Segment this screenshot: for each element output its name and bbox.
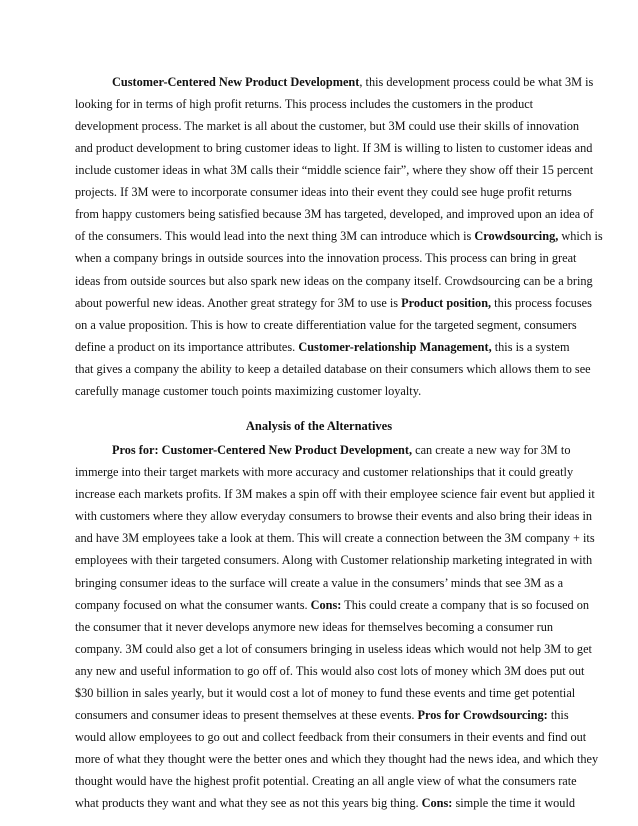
line-text: consumers and consumer ideas to present themselves at these events. <box>75 707 418 722</box>
paragraph-line: employees with their targeted consumers. Along with Customer relationship marketing integrated in with <box>75 553 593 568</box>
paragraph-line: ideas from outside sources but also spark new ideas on the company itself. Crowdsourcing can be a bring <box>75 273 593 288</box>
paragraph-line: would allow employees to go out and collect feedback from their consumers in their events and find out <box>75 729 587 744</box>
line-text: simple the time it would <box>452 796 576 810</box>
paragraph-line: any new and useful information to go off of. This would also cost lots of money which 3M does put out <box>75 663 585 678</box>
paragraph-line: $30 billion in sales yearly, but it would cost a lot of money to fund these events and time get potential <box>75 685 576 700</box>
bold-term: Pros for: Customer-Centered New Product Development, <box>112 443 413 458</box>
paragraph-line: company. 3M could also get a lot of consumers bringing in useless ideas which would not help 3M to get <box>75 641 592 656</box>
paragraph-line <box>75 339 570 354</box>
paragraph-line: development process. The market is all about the customer, but 3M could use their skills of innovation <box>75 119 580 134</box>
bold-term: Cons: <box>310 597 342 612</box>
paragraph-line: include customer ideas in what 3M calls their “middle science fair”, where they show off their 15 percent <box>75 163 594 178</box>
line-text: This could create a company that is so focused on <box>341 597 590 612</box>
paragraph-line <box>75 707 569 722</box>
line-text: this <box>547 707 569 722</box>
paragraph-line: increase each markets profits. If 3M makes a spin off with their employee science fair event but applied it <box>75 487 595 502</box>
paragraph-line: thought would have the highest profit potential. Creating an all angle view of what the consumers rate <box>75 773 577 788</box>
line-text: of the consumers. This would lead into the next thing 3M can introduce which is <box>75 229 475 244</box>
paragraph-line: that gives a company the ability to keep a detailed database on their consumers which allows them to see <box>75 361 591 376</box>
paragraph-line: on a value proposition. This is how to create differentiation value for the targeted segment, consumers <box>75 317 577 332</box>
paragraph-line <box>75 229 603 244</box>
paragraph-line <box>112 443 571 458</box>
paragraph-line: looking for in terms of high profit returns. This process includes the customers in the product <box>75 97 534 112</box>
line-text: this is a system <box>491 339 570 354</box>
line-text: can create a new way for 3M to <box>412 443 571 458</box>
bold-term: Cons: <box>421 796 453 810</box>
paragraph-line: and product development to bring customer ideas to light. If 3M is willing to listen to customer ideas and <box>75 141 593 156</box>
line-text: define a product on its importance attributes. <box>75 339 299 354</box>
paragraph-line: bringing consumer ideas to the surface will create a value in the consumers’ minds that see 3M as a <box>75 575 564 590</box>
bold-term: Crowdsourcing, <box>474 229 559 244</box>
paragraph-line: the consumer that it never develops anymore new ideas for themselves becoming a consumer run <box>75 619 554 634</box>
line-text: about powerful new ideas. Another great strategy for 3M to use is <box>75 295 402 310</box>
line-text: this process focuses <box>491 295 592 310</box>
line-text: what products they want and what they see as not this years big thing. <box>75 796 422 810</box>
line-text: which is <box>558 229 603 244</box>
paragraph-line <box>75 796 576 810</box>
paragraph-line <box>75 295 592 310</box>
paragraph-line: carefully manage customer touch points maximizing customer loyalty. <box>75 383 422 398</box>
bold-term: Product position, <box>401 295 492 310</box>
bold-term: Customer-relationship Management, <box>298 339 492 354</box>
paragraph-line: from happy customers being satisfied because 3M has targeted, developed, and improved upon an idea of <box>75 207 594 222</box>
bold-term: Customer-Centered New Product Development <box>112 75 360 89</box>
bold-term: Pros for Crowdsourcing: <box>417 707 548 722</box>
paragraph-line: more of what they thought were the better ones and which they thought had the news idea, and which they <box>75 751 599 766</box>
section-heading: Analysis of the Alternatives <box>245 419 393 434</box>
line-text: company focused on what the consumer wants. <box>75 597 311 612</box>
line-text: , this development process could be what 3M is <box>359 75 594 89</box>
paragraph-line: and have 3M employees take a look at them. This will create a connection between the 3M company + its <box>75 531 595 546</box>
paragraph-line <box>112 75 594 89</box>
paragraph-line: with customers where they allow everyday consumers to browse their events and also bring their ideas in <box>75 509 593 524</box>
paragraph-line <box>75 597 590 612</box>
paragraph-line: immerge into their target markets with more accuracy and customer relationships that it could greatly <box>75 465 574 480</box>
paragraph-line: when a company brings in outside sources into the innovation process. This process can bring in great <box>75 251 577 266</box>
paragraph-line: projects. If 3M were to incorporate consumer ideas into their event they could see huge profit returns <box>75 185 572 200</box>
